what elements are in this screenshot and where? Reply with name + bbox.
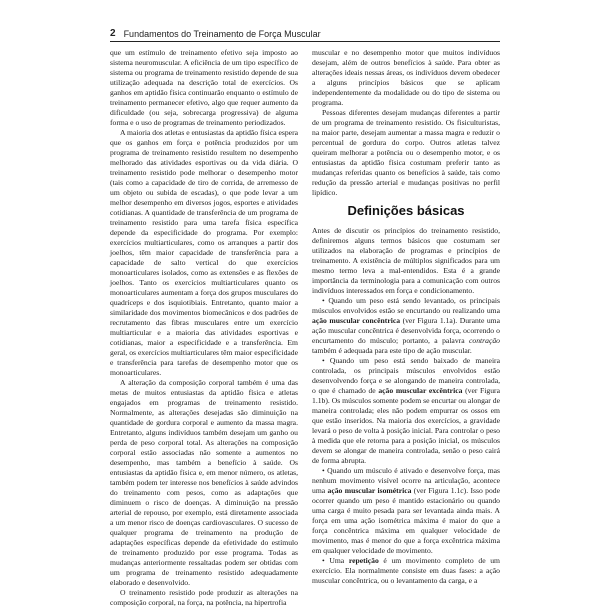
right-paragraph-1: muscular e no desempenho motor que muitos indivíduos desejam, além de outros benefícios à saúde. Para obter as alterações ideais nessas áreas, os indivíduos devem obedecer a alguns princípios básicos que se aplicam independentemente da modalidade ou do tipo de sistema ou programa.: [312, 48, 500, 107]
bullet-text: • Quando um peso está sendo levantado, os principais músculos envolvidos estão se encurtando ou realizando uma: [312, 296, 500, 315]
running-title: Fundamentos do Treinamento de Força Muscular: [123, 29, 321, 39]
left-paragraph-3: A alteração da composição corporal também é uma das metas de muitos entusiastas da aptidão física e atletas engajados em programas de treinamento resistido. Normalmente, as alterações desejadas são diminuição na quantidade de gordura corporal e aumento da massa magra. Entretanto, alguns indivíduos também desejam um ganho ou perda de peso corporal total. As alterações na composição corporal estão associadas não somente a aumentos no desempenho, mas também a benefício à saúde. Os entusiastas da aptidão física e, em menor número, os atletas, também podem ter interesse nos benefícios à saúde advindos do treinamento com pesos, como as adaptações que diminuem o risco de doenças. A diminuição na pressão arterial de repouso, por exemplo, está diretamente associada a um menor risco de doenças cardiovasculares. O sucesso de qualquer programa de treinamento na produção de adaptações específicas depende da efetividade do estímulo de treinamento produzido por esse programa. Todas as mudanças anteriormente ressaltadas podem ser obtidas com um programa de treinamento resistido adequadamente elaborado e desenvolvido.: [110, 378, 298, 587]
right-paragraph-2: Pessoas diferentes desejam mudanças diferentes a partir de um programa de treinamento resistido. Os fisiculturistas, na maior parte, desejam aumentar a massa magra e reduzir o percentual de gordura do corpo. Outros atletas talvez queiram melhorar a potência ou o desempenho motor, e os entusiastas da aptidão física costumam preferir tanto as mudanças referidas quanto os benefícios à saúde, tais como redução da pressão arterial e mudanças positivas no perfil lipídico.: [312, 108, 500, 197]
left-paragraph-4: O treinamento resistido pode produzir as alterações na composição corporal, na força, na potência, na hipertrofia: [110, 588, 298, 607]
term-concentric: ação muscular concêntrica: [312, 316, 401, 325]
bullet-text: (ver Figura 1.1b). Os músculos somente podem se encurtar ou alongar de maneira controlada; eles não podem empurrar os ossos em que estão inseridos. Na maioria dos exercícios, a gravidade levará o peso de volta à posição inicial. Para controlar o peso à medida que ele retorna para a posição inicial, os músculos devem se alongar de maneira controlada, senão o peso cairá de forma abrupta.: [312, 386, 500, 465]
right-paragraph-3: Antes de discutir os princípios do treinamento resistido, definiremos alguns termos básicos que costumam ser utilizados na elaboração de programas e princípios de treinamento. A existência de múltiplos significados para um mesmo termo leva a mal-entendidos. Esta é a grande importância da terminologia para a comunicação com outros indivíduos interessados em força e condicionamento.: [312, 226, 500, 295]
term-contraction: contração: [469, 336, 500, 345]
term-eccentric: ação muscular excêntrica: [378, 386, 463, 395]
running-header: [110, 23, 500, 42]
right-column: [312, 48, 500, 586]
bullet-eccentric: [312, 356, 500, 466]
bullet-text: • Quando um peso está sendo baixado de maneira controlada, os principais músculos envolvidos estão desenvolvendo força e se alongando de maneira controlada, o que é chamado de: [312, 356, 500, 395]
bullet-text: (ver Figura 1.1c). Isso pode ocorrer quando um peso é mantido estacionário ou quando uma carga é muito pesada para ser levantada ainda mais. A força em uma ação isométrica máxima é maior do que a força concêntrica máxima em qualquer velocidade de movimento, mas é menor do que a força excêntrica máxima em qualquer velocidade de movimento.: [312, 486, 500, 555]
bullet-repetition: [312, 556, 500, 586]
page-number: 2: [110, 28, 116, 39]
bullet-text: (ver Figura 1.1a). Durante uma ação muscular concêntrica é desenvolvida força, ocorrendo o encurtamento do músculo; portanto, a palavra: [312, 316, 500, 345]
left-column: [110, 48, 298, 608]
term-isometric: ação muscular isométrica: [327, 486, 412, 495]
bullet-text: é um movimento completo de um exercício. Ela normalmente consiste em duas fases: a ação muscular concêntrica, ou o levantamento da carga, e a: [312, 556, 500, 585]
term-repetition: repetição: [348, 556, 379, 565]
left-paragraph-2: A maioria dos atletas e entusiastas da aptidão física espera que os ganhos em força e potência produzidos por um programa de treinamento resistido resultem no desempenho melhorado das atividades esportivas ou da vida diária. O treinamento resistido pode melhorar o desempenho motor (tais como a capacidade de tiro de corrida, de arremesso de um objeto ou subida de escadas), o que pode levar a um melhor desempenho em diversos jogos, esportes e atividades cotidianas. A quantidade de transferência de um programa de treinamento resistido para uma tarefa física específica depende da especificidade do programa. Por exemplo: exercícios multiarticulares, como os arranques a partir dos joelhos, têm maior capacidade de transferência para a capacidade de salto vertical do que exercícios monoarticulares isolados, como as extensões e as flexões de joelhos. Tanto os exercícios multiarticulares quanto os monoarticulares aumentam a força dos grupos musculares do quadríceps e dos isquiotibiais. Entretanto, quanto maior a similaridade dos movimentos biomecânicos e dos padrões de recrutamento das fibras musculares entre um exercício multiarticular e a maioria das atividades esportivas e cotidianas, maior a especificidade e a transferência. Em geral, os exercícios multiarticulares têm maior especificidade e transferência para tarefas de desempenho motor que os monoarticulares.: [110, 128, 299, 377]
bullet-text: • Uma: [322, 556, 349, 565]
section-title: Definições básicas: [347, 203, 465, 218]
bullet-concentric: [312, 296, 500, 356]
left-paragraph-1: que um estímulo de treinamento efetivo seja imposto ao sistema neuromuscular. A eficiência de um tipo específico de sistema ou programa de treinamento resistido depende de sua utilização adequada na descrição total de exercícios. Os ganhos em aptidão física continuarão enquanto o estímulo de treinamento permanecer efetivo, algo que requer aumento da dificuldade (ou seja, sobrecarga progressiva) de alguma forma e o uso de programas de treinamento periodizados.: [110, 48, 298, 127]
bullet-isometric: [312, 466, 500, 556]
bullet-text: também é adequada para este tipo de ação muscular.: [312, 346, 472, 355]
bullet-text: • Quando um músculo é ativado e desenvolve força, mas nenhum movimento visível ocorre na articulação, acontece uma: [312, 466, 500, 495]
